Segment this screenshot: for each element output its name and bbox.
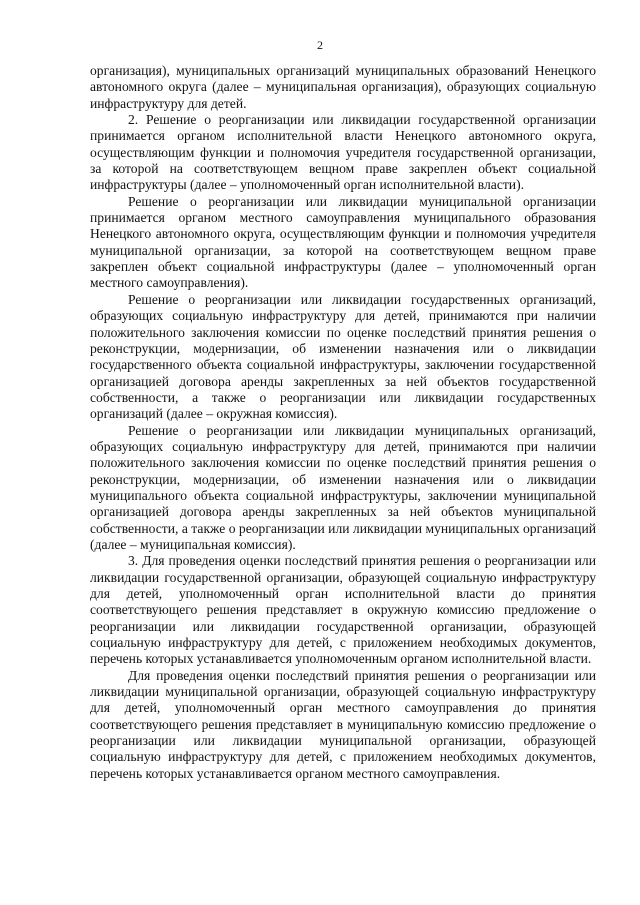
paragraph-municipal-assessment: Для проведения оценки последствий принятия решения о реорганизации или ликвидации муниципальной организации, образующей социальную инфраструктуру для детей, уполномоченный орган местного самоуправления до принятия соответствующего решения представляет в муниципальную комиссию предложение о реорганизации или ликвидации муниципальной организации, образующей социальную инфраструктуру для детей, с приложением необходимых документов, перечень которых устанавливается органом местного самоуправления. (90, 667, 596, 781)
document-body (90, 63, 596, 782)
paragraph-item-3: 3. Для проведения оценки последствий принятия решения о реорганизации или ликвидации государственной организации, образующей социальную инфраструктуру для детей, уполномоченный орган исполнительной власти до принятия соответствующего решения представляет в окружную комиссию предложение о реорганизации или ликвидации государственной организации, образующей социальную инфраструктуру для детей, с приложением необходимых документов, перечень которых устанавливается уполномоченным органом исполнительной власти. (90, 553, 596, 667)
page-number: 2 (317, 38, 323, 52)
paragraph-municipal-decision: Решение о реорганизации или ликвидации муниципальной организации принимается органом местного самоуправления муниципального образования Ненецкого автономного округа, осуществляющим функции и полномочия учредителя муниципальной организации, за которой на соответствующем вещном праве закреплен объект социальной инфраструктуры (далее – уполномоченный орган местного самоуправления). (90, 193, 596, 291)
paragraph-municipal-commission: Решение о реорганизации или ликвидации муниципальных организаций, образующих социальную инфраструктуру для детей, принимаются при наличии положительного заключения комиссии по оценке последствий принятия решения о реконструкции, модернизации, об изменении назначения или о ликвидации муниципального объекта социальной инфраструктуры, заключении муниципальной организацией договора аренды закрепленных за ней объектов муниципальной собственности, а также о реорганизации или ликвидации муниципальных организаций (далее – муниципальная комиссия). (90, 422, 596, 552)
paragraph-state-commission: Решение о реорганизации или ликвидации государственных организаций, образующих социальную инфраструктуру для детей, принимаются при наличии положительного заключения комиссии по оценке последствий принятия решения о реконструкции, модернизации, об изменении назначения или о ликвидации государственного объекта социальной инфраструктуры, заключении государственной организацией договора аренды закрепленных за ней объектов государственной собственности, а также о реорганизации или ликвидации государственных организаций (далее – окружная комиссия). (90, 291, 596, 422)
paragraph-item-2: 2. Решение о реорганизации или ликвидации государственной организации принимается органом исполнительной власти Ненецкого автономного округа, осуществляющим функции и полномочия учредителя государственной организации, за которой на соответствующем вещном праве закреплен объект социальной инфраструктуры (далее – уполномоченный орган исполнительной власти). (90, 112, 596, 193)
paragraph-continuation: организация), муниципальных организаций муниципальных образований Ненецкого автономного округа (далее – муниципальная организация), образующих социальную инфраструктуру для детей. (90, 63, 596, 111)
